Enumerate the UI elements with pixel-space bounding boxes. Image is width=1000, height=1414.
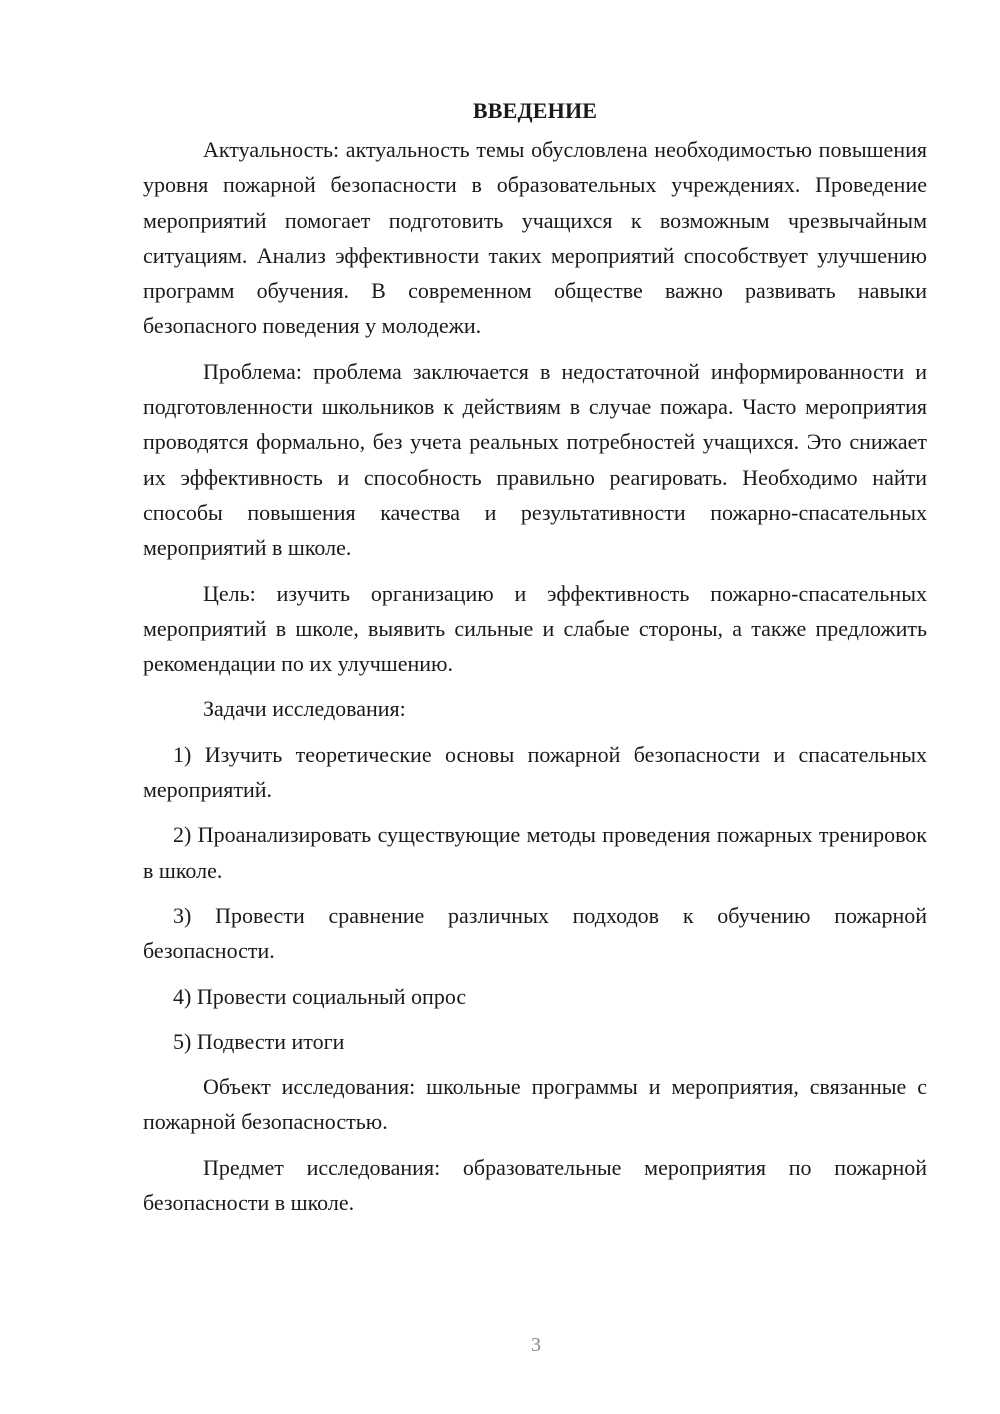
relevance-paragraph: Актуальность: актуальность темы обусловлена необходимостью повышения уровня пожарной безопасности в образовательных учреждениях. Проведение мероприятий помогает подготовить учащихся к возможным чрезвычайным ситуациям. Анализ эффективности таких мероприятий способствует улучшению программ обучения. В современном обществе важно развивать навыки безопасного поведения у молодежи. (143, 137, 927, 339)
task-item-5: 5) Подвести итоги (173, 1028, 345, 1054)
task-item-1: 1) Изучить теоретические основы пожарной безопасности и спасательных мероприятий. (143, 741, 927, 803)
page-content (143, 96, 927, 1230)
task-item-3: 3) Провести сравнение различных подходов к обучению пожарной безопасности. (143, 902, 927, 964)
page-title: ВВЕДЕНИЕ (472, 98, 598, 123)
tasks-heading: Задачи исследования: (203, 696, 406, 722)
task-item-2: 2) Проанализировать существующие методы проведения пожарных тренировок в школе. (143, 822, 927, 883)
research-subject-paragraph: Предмет исследования: образовательные мероприятия по пожарной безопасности в школе. (143, 1154, 927, 1216)
task-item-4: 4) Провести социальный опрос (173, 983, 467, 1009)
research-object-paragraph: Объект исследования: школьные программы и мероприятия, связанные с пожарной безопасностью. (143, 1074, 927, 1135)
page-number: 3 (531, 1334, 541, 1356)
problem-paragraph: Проблема: проблема заключается в недостаточной информированности и подготовленности школьников к действиям в случае пожара. Часто мероприятия проводятся формально, без учета реальных потребностей учащихся. Это снижает их эффективность и способность правильно реагировать. Необходимо найти способы повышения качества и результативности пожарно-спасательных мероприятий в школе. (143, 358, 927, 561)
goal-paragraph: Цель: изучить организацию и эффективность пожарно-спасательных мероприятий в школе, выявить сильные и слабые стороны, а также предложить рекомендации по их улучшению. (143, 580, 927, 677)
